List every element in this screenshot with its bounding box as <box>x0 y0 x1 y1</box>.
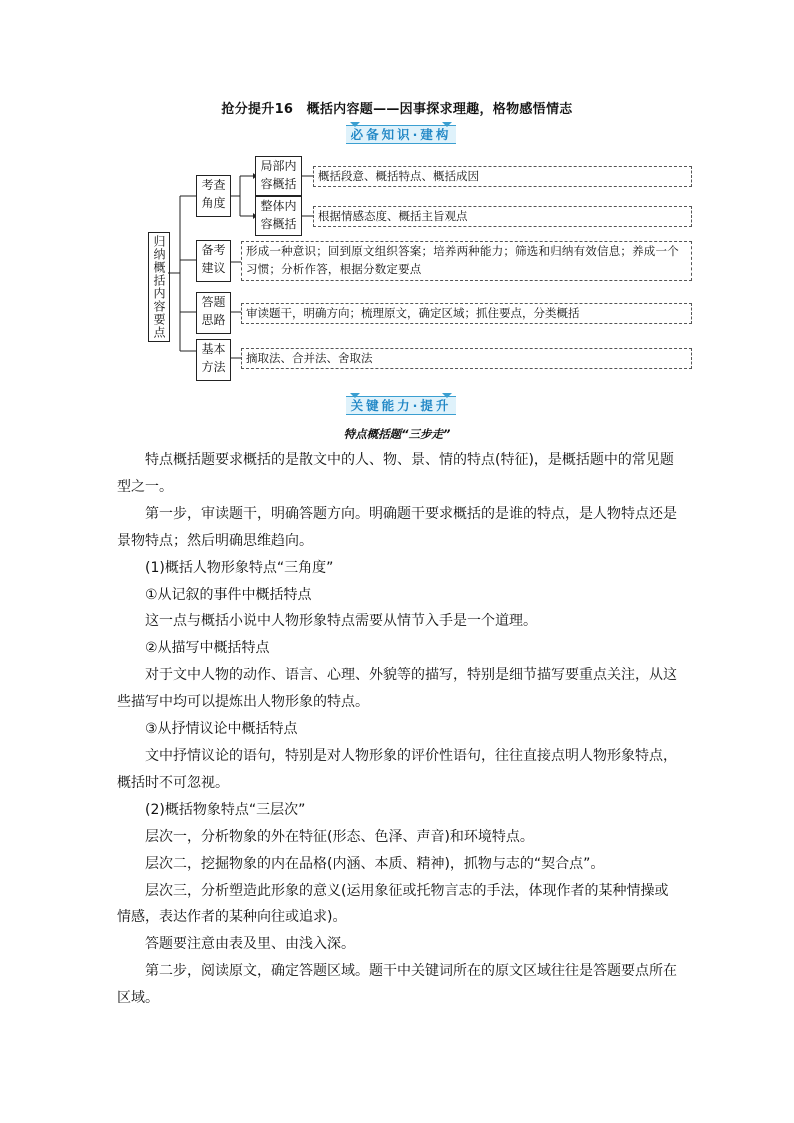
detail-whole-summary: 根据情感态度、概括主旨观点 <box>313 206 692 227</box>
section-subtitle: 特点概括题“三步走” <box>343 427 451 441</box>
section-banner-knowledge: 必备知识·建构 <box>346 125 456 144</box>
paragraph: 第二步，阅读原文，确定答题区域。题干中关键词所在的原文区域往往是答题要点所在区域。 <box>117 963 677 1007</box>
paragraph: 文中抒情议论的语句，特别是对人物形象的评价性语句，往往直接点明人物形象特点，概括时不可忽视。 <box>117 747 677 791</box>
paragraph: (1)概括人物形象特点“三角度” <box>145 559 334 576</box>
body-text <box>117 447 677 1012</box>
paragraph: 第一步，审读题干，明确答题方向。明确题干要求概括的是谁的特点，是人物特点还是景物特点；然后明确思维趋向。 <box>117 505 677 549</box>
paragraph: 层次一，分析物象的外在特征(形态、色泽、声音)和环境特点。 <box>145 828 534 845</box>
paragraph: (2)概括物象特点“三层次” <box>145 801 306 818</box>
detail-basic-method: 摘取法、合并法、舍取法 <box>241 348 692 369</box>
paragraph: ①从记叙的事件中概括特点 <box>145 586 312 603</box>
page-title: 抢分提升16 概括内容题——因事探求理趣，格物感悟情志 <box>221 102 573 117</box>
paragraph: 这一点与概括小说中人物形象特点需要从情节入手是一个道理。 <box>145 613 537 630</box>
paragraph: 特点概括题要求概括的是散文中的人、物、景、情的特点(特征)，是概括题中的常见题型之一。 <box>117 452 674 495</box>
paragraph: 层次三，分析塑造此形象的意义(运用象征或托物言志的手法，体现作者的某种情操或情感，表达作者的某种向往或追求)。 <box>117 882 669 926</box>
node-answer-approach: 答题思路 <box>196 292 231 334</box>
node-local-summary: 局部内容概括 <box>255 156 302 196</box>
paragraph: ②从描写中概括特点 <box>145 640 270 657</box>
paragraph: 答题要注意由表及里、由浅入深。 <box>145 936 355 953</box>
node-whole-summary: 整体内容概括 <box>255 196 302 236</box>
detail-answer-approach: 审读题干，明确方向；梳理原文，确定区域；抓住要点，分类概括 <box>241 303 692 324</box>
diagram-root-node <box>148 232 170 342</box>
node-basic-method: 基本方法 <box>196 339 231 381</box>
paragraph: 层次二，挖掘物象的内在品格(内涵、本质、精神)，抓物与志的“契合点”。 <box>145 855 605 872</box>
root-label: 归纳概括内容要点 <box>152 235 166 339</box>
detail-local-summary: 概括段意、概括特点、概括成因 <box>313 166 692 187</box>
node-exam-angle: 考查角度 <box>196 175 231 217</box>
paragraph: ③从抒情议论中概括特点 <box>145 721 298 738</box>
section-banner-ability: 关键能力·提升 <box>346 396 456 415</box>
concept-map-lines <box>0 0 794 400</box>
detail-prep-advice: 形成一种意识；回到原文组织答案；培养两种能力；筛选和归纳有效信息；养成一个习惯；分析作答，根据分数定要点 <box>241 241 692 281</box>
paragraph: 对于文中人物的动作、语言、心理、外貌等的描写，特别是细节描写要重点关注，从这些描写中均可以提炼出人物形象的特点。 <box>117 667 677 711</box>
node-prep-advice: 备考建议 <box>196 240 231 282</box>
